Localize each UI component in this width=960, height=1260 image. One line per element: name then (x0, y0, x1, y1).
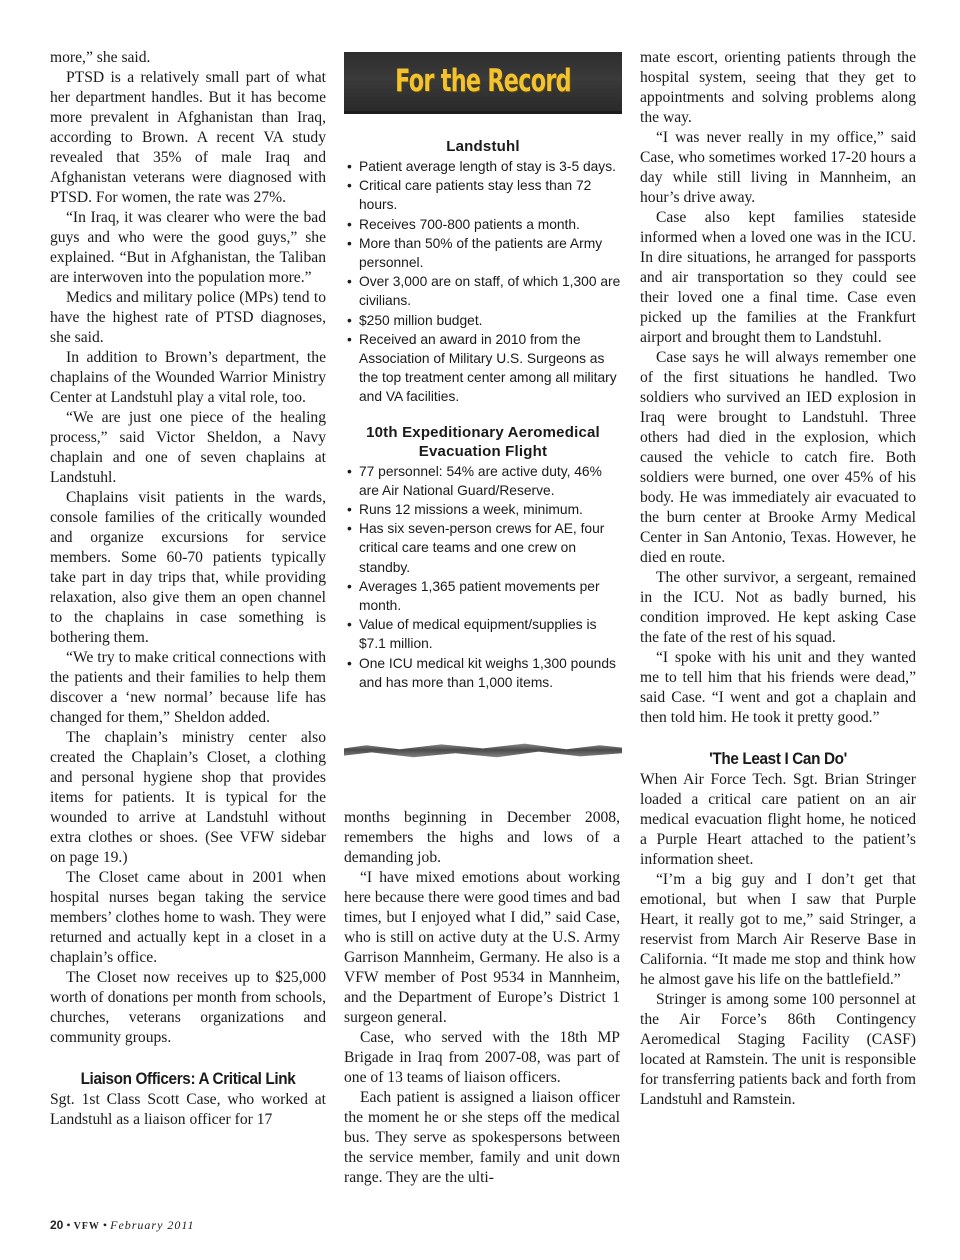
page-number: 20 (50, 1218, 64, 1232)
footer-separator: • (66, 1218, 71, 1232)
sidebar-heading-aeromedical-flight: 10th Expeditionary Aeromedical Evacuation Flight (366, 423, 600, 460)
paragraph: Case, who served with the 18th MP Brigade in Iraq from 2007-08, was part of one of 13 teams of liaison officers. (344, 1029, 620, 1086)
paragraph: When Air Force Tech. Sgt. Brian Stringer loaded a critical care patient on an air medical evacuation flight home, he noticed a Purple Heart attached to the patient’s information sheet. (640, 771, 916, 868)
paragraph: “I have mixed emotions about working here because there were good times and bad times, but I enjoyed what I did,” said Case, who is still on active duty at the U.S. Army Garrison Mannheim, Germany. He also is a VFW member of Post 9534 in Mannheim, and the Department of Europe’s District 1 surgeon general. (344, 869, 620, 1026)
section-heading-liaison-officers: Liaison Officers: A Critical Link (80, 1069, 296, 1088)
paragraph: “We try to make critical connections with the patients and their families to help them discover a ‘new normal’ because life has changed for them,” Sheldon added. (50, 649, 326, 726)
paragraph: Stringer is among some 100 personnel at the Air Force’s 86th Contingency Aeromedical Staging Facility (CASF) located at Ramstein. The unit is responsible for transferring patients back and forth from Landstuhl and Ramstein. (640, 991, 916, 1108)
issue-date: February 2011 (110, 1218, 195, 1232)
paragraph: “I’m a big guy and I don’t get that emotional, but when I saw that Purple Heart, it really got to me,” said Stringer, a reservist from March Air Reserve Base in California. “It made me stop and think how he almost gave his life on the battlefield.” (640, 871, 916, 988)
sidebar-heading-landstuhl: Landstuhl (446, 138, 520, 155)
paragraph: In addition to Brown’s department, the chaplains of the Wounded Warrior Ministry Center at Landstuhl play a vital role, too. (50, 349, 326, 406)
paragraph: The chaplain’s ministry center also created the Chaplain’s Closet, a clothing and personal hygiene shop that provides items for patients. It is typical for the wounded to arrive at Landstuhl without extra clothes or shoes. (See VFW sidebar on page 19.) (50, 729, 326, 866)
paragraph: “In Iraq, it was clearer who were the bad guys and who were the good guys,” she explained. “But in Afghanistan, the Taliban are interwoven into the population more.” (50, 209, 326, 286)
paragraph: more,” she said. (50, 49, 151, 66)
section-heading-least-i-can-do: 'The Least I Can Do' (709, 749, 847, 768)
list-item: • Averages 1,365 patient movements per month. (344, 577, 622, 615)
list-item: • Critical care patients stay less than 72 hours. (344, 176, 622, 214)
paragraph: “I was never really in my office,” said Case, who sometimes worked 17-20 hours a day while still living in Mannheim, an hour’s drive away. (640, 129, 916, 206)
magazine-name: VFW (73, 1221, 100, 1232)
footer-separator: • (102, 1218, 108, 1232)
paragraph: months beginning in December 2008, remembers the highs and lows of a demanding job. (344, 809, 620, 866)
article-column-3 (640, 48, 916, 1110)
paragraph: Case says he will always remember one of the first situations he handled. Two soldiers who survived an IED explosion in Iraq were brought to Landstuhl. Three others had died in the explosion, which caused the vehicle to catch fire. Both soldiers were burned, one over 45% of his body. He was immediately air evacuated to the burn center at Brooke Army Medical Center in San Antonio, Texas. However, he died en route. (640, 349, 916, 566)
for-the-record-sidebar (344, 52, 622, 757)
paragraph: The Closet came about in 2001 when hospital nurses began taking the service members’ clothes home to wash. They were returned and actually kept in a closet in a chaplain’s office. (50, 869, 326, 966)
list-item: • Runs 12 missions a week, minimum. (344, 500, 622, 519)
paragraph: Medics and military police (MPs) tend to have the highest rate of PTSD diagnoses, she said. (50, 289, 326, 346)
article-column-2 (344, 808, 620, 1188)
paragraph: The other survivor, a sergeant, remained in the ICU. Not as badly burned, his condition improved. He kept asking Case the fate of the rest of his squad. (640, 569, 916, 646)
list-item: • One ICU medical kit weighs 1,300 pounds and has more than 1,000 items. (344, 654, 622, 692)
list-item: • 77 personnel: 54% are active duty, 46% are Air National Guard/Reserve. (344, 462, 622, 500)
paragraph: Chaplains visit patients in the wards, console families of the critically wounded and organize excursions for service members. Some 60-70 patients typically take part in day trips that, while providing relaxation, also give them an open channel to the chaplains in case something is bothering them. (50, 489, 326, 646)
sidebar-banner (344, 52, 622, 114)
sidebar-list-landstuhl (344, 157, 622, 407)
list-item: • More than 50% of the patients are Army personnel. (344, 234, 622, 272)
sidebar-title: For the Record (395, 62, 571, 99)
paragraph: Case also kept families stateside informed when a loved one was in the ICU. In dire situations, he arranged for passports and air transportation so they could see their loved one a final time. Case even picked up the families at the Frankfurt airport and brought them to Landstuhl. (640, 209, 916, 346)
paragraph: “We are just one piece of the healing process,” said Victor Sheldon, a Navy chaplain and one of seven chaplains at Landstuhl. (50, 409, 326, 486)
list-item: • Has six seven-person crews for AE, four critical care teams and one crew on standby. (344, 519, 622, 577)
paragraph: mate escort, orienting patients through the hospital system, seeing that they get to appointments and solving problems along the way. (640, 49, 916, 126)
article-column-1 (50, 48, 326, 1130)
page-footer (50, 1218, 195, 1233)
paragraph: PTSD is a relatively small part of what her department handles. But it has become more prevalent in Afghanistan than Iraq, according to Brown. A recent VA study revealed that 35% of male Iraq and Afghanistan veterans were diagnosed with PTSD. For women, the rate was 27%. (50, 69, 326, 206)
list-item: • Received an award in 2010 from the Association of Military U.S. Surgeons as the top treatment center among all military and VA facilities. (344, 330, 622, 407)
list-item: • Patient average length of stay is 3-5 days. (344, 157, 622, 176)
paragraph: “I spoke with his unit and they wanted me to tell him that his friends were dead,” said Case. “I went and got a chaplain and then told him. He took it pretty good.” (640, 649, 916, 726)
list-item: • $250 million budget. (344, 311, 622, 330)
sidebar-list-aeromedical-flight (344, 462, 622, 692)
list-item: • Receives 700-800 patients a month. (344, 215, 622, 234)
paragraph: The Closet now receives up to $25,000 worth of donations per month from schools, churches, veterans organizations and community groups. (50, 969, 326, 1046)
list-item: • Value of medical equipment/supplies is $7.1 million. (344, 615, 622, 653)
list-item: • Over 3,000 are on staff, of which 1,300 are civilians. (344, 272, 622, 310)
sidebar-bottom-rule (344, 742, 622, 758)
paragraph: Each patient is assigned a liaison officer the moment he or she steps off the medical bus. They serve as spokespersons between the service member, family and unit down range. They are the ulti- (344, 1089, 620, 1186)
paragraph: Sgt. 1st Class Scott Case, who worked at Landstuhl as a liaison officer for 17 (50, 1091, 326, 1128)
